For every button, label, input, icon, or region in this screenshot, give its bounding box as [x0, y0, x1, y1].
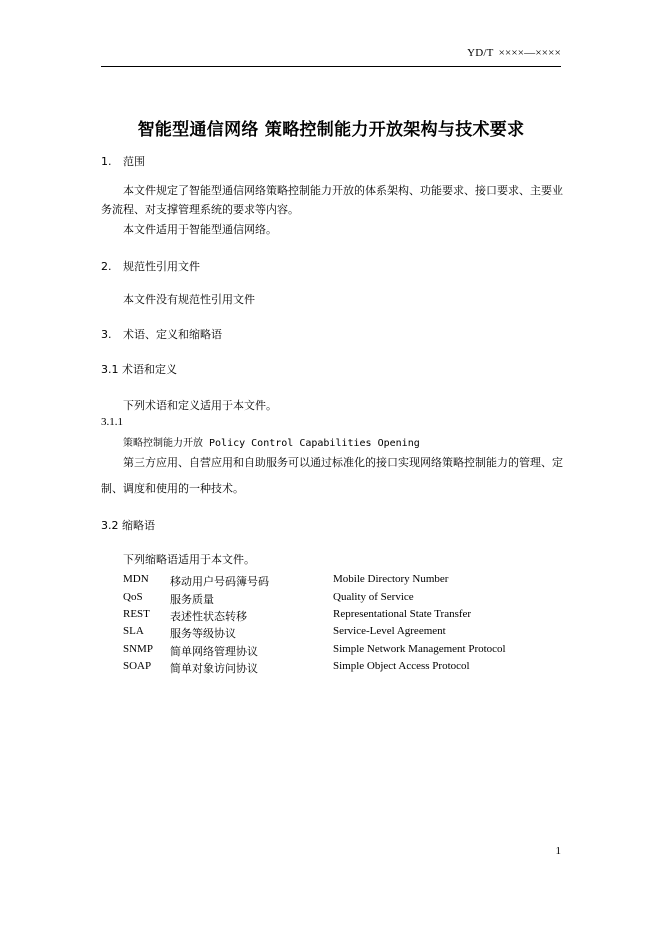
- normative-paragraph: 本文件没有规范性引用文件: [123, 293, 255, 306]
- term-definition: 第三方应用、自营应用和自助服务可以通过标准化的接口实现网络策略控制能力的管理、定制、调度和使用的一种技术。: [101, 456, 563, 495]
- abbreviation-row: [0, 591, 662, 608]
- abbreviation-row: [0, 573, 662, 590]
- abbreviation-code: REST: [123, 608, 150, 620]
- abbreviation-english: Quality of Service: [333, 591, 414, 603]
- abbreviation-row: [0, 608, 662, 625]
- scope-paragraph-1: 本文件规定了智能型通信网络策略控制能力开放的体系架构、功能要求、接口要求、主要业务流程、对支撑管理系统的要求等内容。: [101, 184, 563, 216]
- abbreviation-code: QoS: [123, 591, 143, 603]
- term-number: 3.1.1: [101, 416, 123, 428]
- abbreviation-row: [0, 625, 662, 642]
- header-divider: [101, 66, 561, 67]
- section-heading-scope: [101, 153, 145, 169]
- section-heading-terms: [101, 326, 222, 342]
- abbreviation-chinese: 服务等级协议: [170, 627, 236, 640]
- abbreviation-english: Simple Network Management Protocol: [333, 643, 506, 655]
- abbreviation-english: Service-Level Agreement: [333, 625, 446, 637]
- scope-paragraph-2: 本文件适用于智能型通信网络。: [123, 223, 277, 236]
- abbreviation-chinese: 服务质量: [170, 593, 214, 606]
- document-title: 智能型通信网络 策略控制能力开放架构与技术要求: [137, 120, 525, 140]
- subsection-number: 3.2: [101, 519, 119, 532]
- section-number: 3.: [101, 328, 112, 341]
- abbreviation-code: MDN: [123, 573, 149, 585]
- abbreviation-row: [0, 643, 662, 660]
- section-number: 1.: [101, 155, 112, 168]
- abbreviation-chinese: 简单网络管理协议: [170, 645, 258, 658]
- subsection-heading-terms-definitions: [101, 361, 177, 377]
- standard-code-header: [467, 47, 561, 59]
- terms-intro-paragraph: 下列术语和定义适用于本文件。: [123, 399, 277, 412]
- abbreviation-english: Simple Object Access Protocol: [333, 660, 470, 672]
- section-title: 术语、定义和缩略语: [123, 328, 222, 341]
- abbreviation-english: Mobile Directory Number: [333, 573, 449, 585]
- abbreviation-code: SNMP: [123, 643, 153, 655]
- term-heading: 策略控制能力开放 Policy Control Capabilities Opening: [123, 438, 420, 449]
- section-heading-normative: [101, 258, 200, 274]
- section-title: 范围: [123, 155, 145, 168]
- subsection-title: 缩略语: [122, 519, 155, 532]
- standard-code-prefix: YD/T: [467, 47, 494, 59]
- abbreviation-code: SOAP: [123, 660, 152, 672]
- page-number: 1: [555, 845, 561, 857]
- abbreviation-english: Representational State Transfer: [333, 608, 472, 620]
- subsection-number: 3.1: [101, 363, 119, 376]
- subsection-heading-abbreviations: [101, 517, 155, 533]
- section-title: 规范性引用文件: [123, 260, 200, 273]
- abbreviation-code: SLA: [123, 625, 144, 637]
- abbreviations-intro-paragraph: 下列缩略语适用于本文件。: [123, 553, 255, 566]
- abbreviation-row: [0, 660, 662, 677]
- section-number: 2.: [101, 260, 112, 273]
- abbreviation-chinese: 表述性状态转移: [170, 610, 247, 623]
- abbreviation-chinese: 移动用户号码簿号码: [170, 575, 269, 588]
- standard-code-number: ××××—××××: [498, 47, 561, 59]
- subsection-title: 术语和定义: [122, 363, 177, 376]
- abbreviation-chinese: 简单对象访问协议: [170, 662, 258, 675]
